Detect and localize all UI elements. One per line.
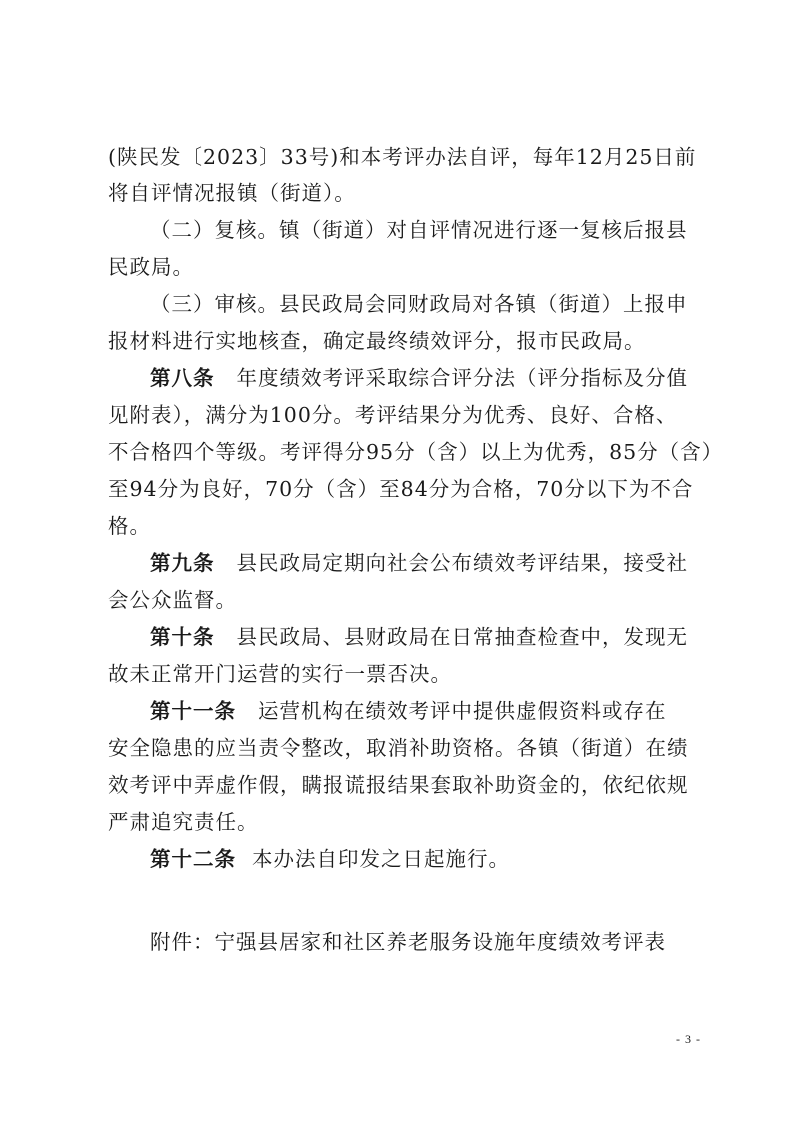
article-11-title: 第十一条: [150, 699, 236, 723]
article-11: 第十一条 运营机构在绩效考评中提供虚假资料或存在: [150, 699, 667, 723]
page-number: - 3 -: [676, 1032, 701, 1046]
text-line: 不合格四个等级。考评得分95分（含）以上为优秀，85分（含）: [108, 440, 724, 464]
text-line: 报材料进行实地核查，确定最终绩效评分，报市民政局。: [108, 329, 646, 353]
article-10-title: 第十条: [150, 625, 215, 649]
article-8-title: 第八条: [150, 366, 215, 390]
text-line: 严肃追究责任。: [108, 810, 259, 834]
article-9-title: 第九条: [150, 551, 215, 575]
article-10: 第十条 县民政局、县财政局在日常抽查检查中，发现无: [150, 625, 688, 649]
text-line: 会公众监督。: [108, 588, 237, 612]
article-12-title: 第十二条: [150, 847, 236, 871]
text-line: 安全隐患的应当责令整改，取消补助资格。各镇（街道）在绩: [108, 736, 689, 760]
text-line: 故未正常开门运营的实行一票否决。: [108, 662, 452, 686]
text-line: 民政局。: [108, 255, 194, 279]
text-line: 将自评情况报镇（街道）。: [108, 181, 356, 205]
article-8: 第八条 年度绩效考评采取综合评分法（评分指标及分值: [150, 366, 688, 390]
article-12: 第十二条 本办法自印发之日起施行。: [150, 847, 510, 871]
attachment-line: 附件：宁强县居家和社区养老服务设施年度绩效考评表: [150, 930, 666, 954]
text-line: （三）审核。县民政局会同财政局对各镇（街道）上报申: [150, 292, 688, 316]
text-line: 至94分为良好，70分（含）至84分为合格，70分以下为不合: [108, 477, 694, 501]
text-line: 见附表），满分为100分。考评结果分为优秀、良好、合格、: [108, 403, 678, 427]
text-line: （二）复核。镇（街道）对自评情况进行逐一复核后报县: [150, 218, 688, 242]
text-line: 效考评中弄虚作假，瞒报谎报结果套取补助资金的，依纪依规: [108, 773, 689, 797]
text-line: (陕民发〔2023〕33号)和本考评办法自评，每年12月25日前: [108, 145, 697, 169]
text-line: 格。: [108, 514, 151, 538]
article-9: 第九条 县民政局定期向社会公布绩效考评结果，接受社: [150, 551, 688, 575]
